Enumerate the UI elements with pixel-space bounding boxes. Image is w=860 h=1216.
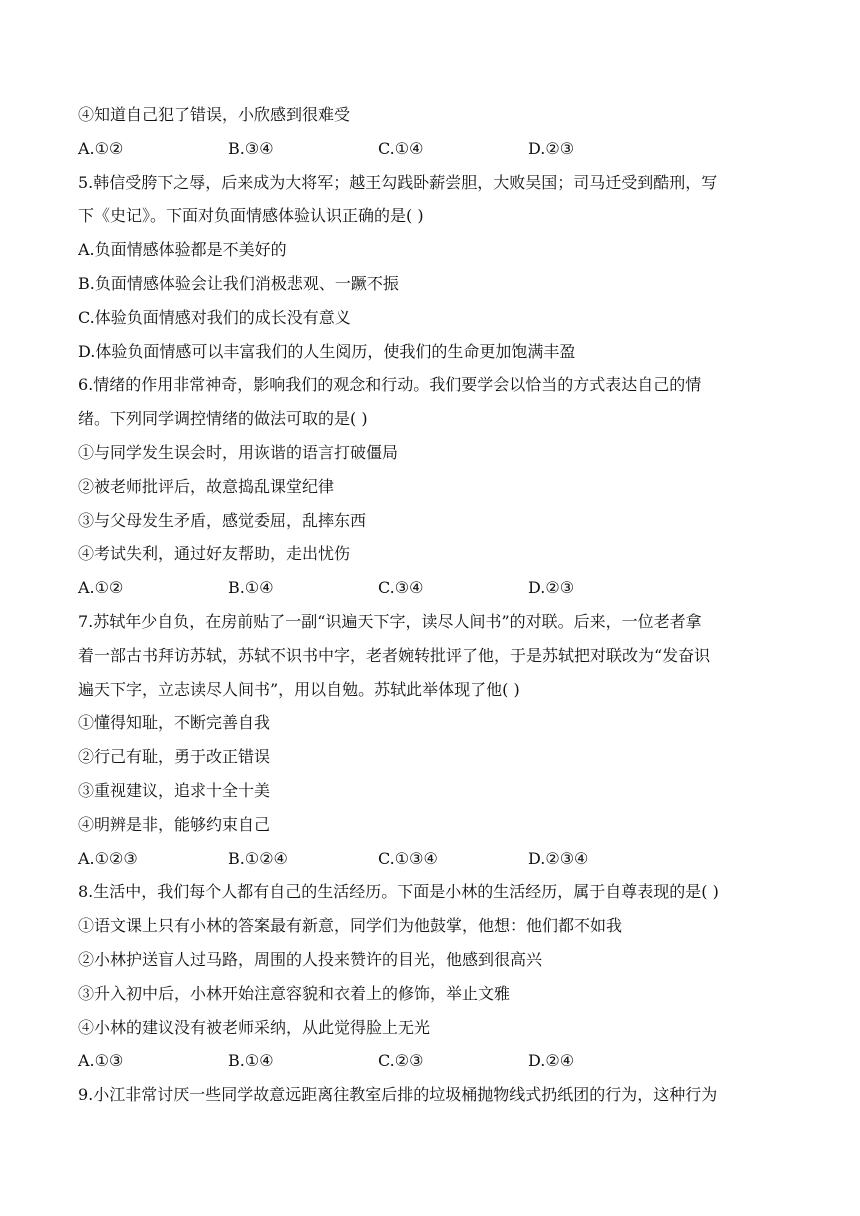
q6-item-1: ①与同学发生误会时，用诙谐的语言打破僵局 xyxy=(78,442,399,462)
q4-item-4: ④知道自己犯了错误，小欣感到很难受 xyxy=(78,105,351,124)
q5-stem-line-1: 5.韩信受胯下之辱，后来成为大将军；越王勾践卧薪尝胆，大败吴国；司马迁受到酷刑，写 xyxy=(78,172,718,192)
q8-item-1: ①语文课上只有小林的答案最有新意，同学们为他鼓掌，他想：他们都不如我 xyxy=(78,916,623,936)
q4-option-d: D.②③ xyxy=(528,138,575,158)
q8-item-2: ②小林护送盲人过马路，周围的人投来赞许的目光，他感到很高兴 xyxy=(78,949,543,969)
q9-stem-line-1: 9.小江非常讨厌一些同学故意远距离往教室后排的垃圾桶抛物线式扔纸团的行为，这种行为 xyxy=(78,1085,718,1105)
q7-item-4: ④明辨是非，能够约束自己 xyxy=(78,814,271,834)
q6-option-a: A.①② xyxy=(78,578,124,598)
exam-page xyxy=(78,98,778,1112)
q6-option-b: B.①④ xyxy=(228,578,274,598)
q7-stem-line-2: 着一部古书拜访苏轼，苏轼不识书中字，老者婉转批评了他，于是苏轼把对联改为“发奋识 xyxy=(78,645,711,665)
q8-item-4: ④小林的建议没有被老师采纳，从此觉得脸上无光 xyxy=(78,1017,431,1037)
q8-option-a: A.①③ xyxy=(78,1051,124,1071)
q6-stem-line-2: 绪。下列同学调控情绪的做法可取的是( ) xyxy=(78,409,368,429)
q8-stem-line-1: 8.生活中，我们每个人都有自己的生活经历。下面是小林的生活经历，属于自尊表现的是( ) xyxy=(78,882,719,902)
q5-choice-a: A.负面情感体验都是不美好的 xyxy=(78,240,287,260)
q5-choice-c: C.体验负面情感对我们的成长没有意义 xyxy=(78,307,351,327)
q8-option-d: D.②④ xyxy=(528,1051,575,1071)
q6-item-3: ③与父母发生矛盾，感觉委屈，乱摔东西 xyxy=(78,510,367,530)
q7-stem-line-3: 遍天下字，立志读尽人间书”，用以自勉。苏轼此举体现了他( ) xyxy=(78,679,520,699)
q4-option-c: C.①④ xyxy=(378,138,424,158)
q6-option-c: C.③④ xyxy=(378,578,424,598)
q7-item-2: ②行己有耻，勇于改正错误 xyxy=(78,747,271,767)
q7-option-c: C.①③④ xyxy=(378,848,438,868)
q5-choice-b: B.负面情感体验会让我们消极悲观、一蹶不振 xyxy=(78,273,399,293)
q7-stem-line-1: 7.苏轼年少自负，在房前贴了一副“识遍天下字，读尽人间书”的对联。后来，一位老者拿 xyxy=(78,611,702,631)
q8-item-3: ③升入初中后，小林开始注意容貌和衣着上的修饰，举止文雅 xyxy=(78,983,511,1003)
q5-stem-line-2: 下《史记》。下面对负面情感体验认识正确的是( ) xyxy=(78,206,424,226)
q7-item-1: ①懂得知耻，不断完善自我 xyxy=(78,713,271,733)
q7-option-a: A.①②③ xyxy=(78,848,138,868)
q6-item-2: ②被老师批评后，故意捣乱课堂纪律 xyxy=(78,476,335,496)
q4-option-b: B.③④ xyxy=(228,138,274,158)
q8-options xyxy=(78,1044,778,1078)
q8-option-b: B.①④ xyxy=(228,1051,274,1071)
q7-option-b: B.①②④ xyxy=(228,848,288,868)
q5-choice-d: D.体验负面情感可以丰富我们的人生阅历，使我们的生命更加饱满丰盈 xyxy=(78,341,576,361)
q4-options xyxy=(78,132,778,166)
q4-option-a: A.①② xyxy=(78,138,124,158)
q8-option-c: C.②③ xyxy=(378,1051,424,1071)
q7-item-3: ③重视建议，追求十全十美 xyxy=(78,780,271,800)
q6-option-d: D.②③ xyxy=(528,578,575,598)
q7-options xyxy=(78,842,778,876)
q6-item-4: ④考试失利，通过好友帮助，走出忧伤 xyxy=(78,544,351,564)
q7-option-d: D.②③④ xyxy=(528,848,589,868)
q6-stem-line-1: 6.情绪的作用非常神奇，影响我们的观念和行动。我们要学会以恰当的方式表达自己的情 xyxy=(78,375,702,395)
q6-options xyxy=(78,571,778,605)
